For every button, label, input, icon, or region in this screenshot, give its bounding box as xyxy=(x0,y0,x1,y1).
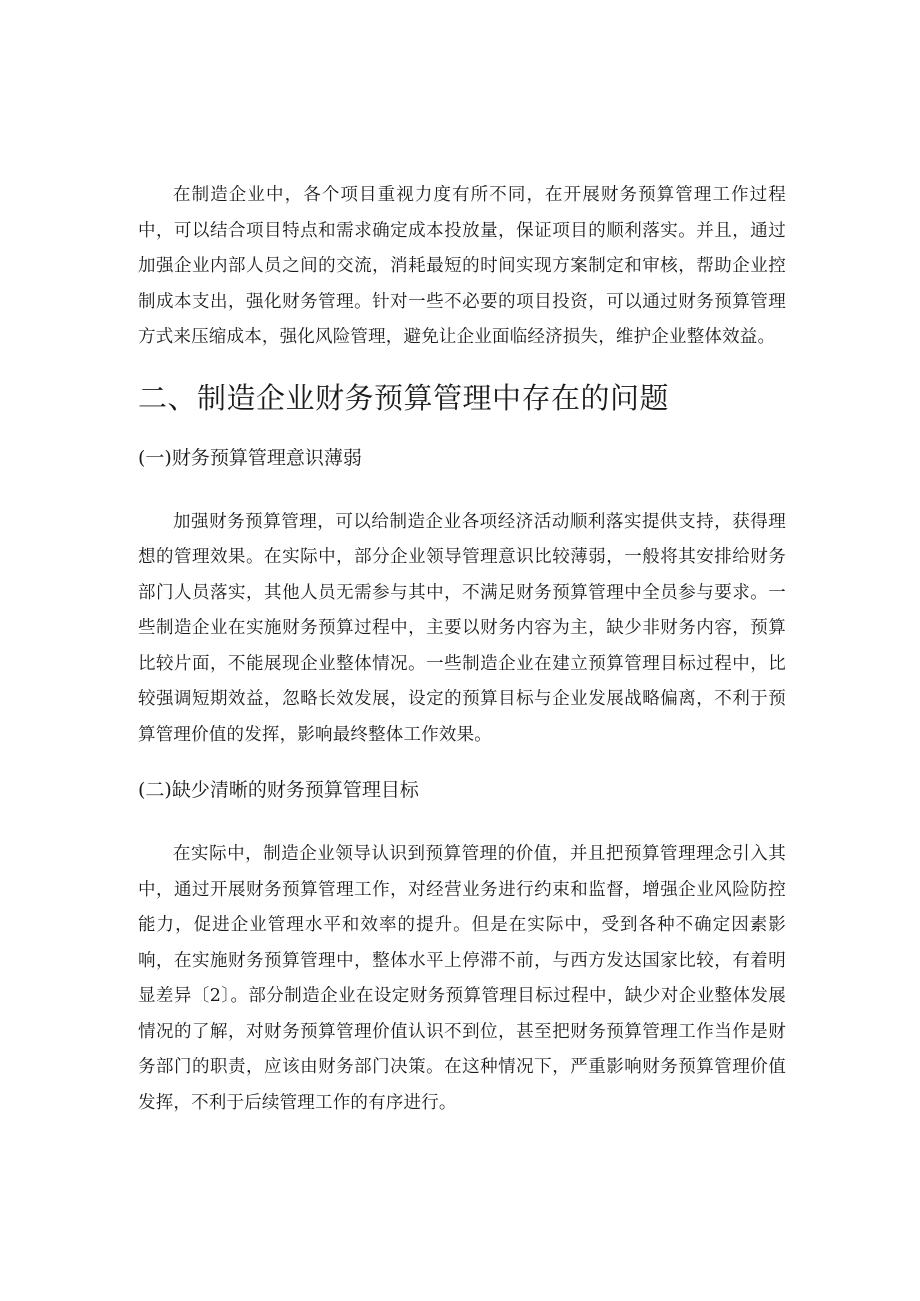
section-heading: 二、制造企业财务预算管理中存在的问题 xyxy=(138,380,670,415)
body-paragraph: 在制造企业中，各个项目重视力度有所不同，在开展财务预算管理工作过程中，可以结合项目特点和需求确定成本投放量，保证项目的顺利落实。并且，通过加强企业内部人员之间的交流，消耗最短的时间实现方案制定和审核，帮助企业控制成本支出，强化财务管理。针对一些不必要的项目投资，可以通过财务预算管理方式来压缩成本，强化风险管理，避免让企业面临经济损失，维护企业整体效益。 xyxy=(138,185,786,347)
body-paragraph: 在实际中，制造企业领导认识到预算管理的价值，并且把预算管理理念引入其中，通过开展财务预算管理工作，对经营业务进行约束和监督，增强企业风险防控能力，促进企业管理水平和效率的提升。但是在实际中，受到各种不确定因素影响，在实施财务预算管理中，整体水平上停滞不前，与西方发达国家比较，有着明显差异〔2〕。部分制造企业在设定财务预算管理目标过程中，缺少对企业整体发展情况的了解，对财务预算管理价值认识不到位，甚至把财务预算管理工作当作是财务部门的职责，应该由财务部门决策。在这种情况下，严重影响财务预算管理价值发挥，不利于后续管理工作的有序进行。 xyxy=(138,844,786,1113)
body-paragraph: 加强财务预算管理，可以给制造企业各项经济活动顺利落实提供支持，获得理想的管理效果。在实际中，部分企业领导管理意识比较薄弱，一般将其安排给财务部门人员落实，其他人员无需参与其中，不满足财务预算管理中全员参与要求。一些制造企业在实施财务预算过程中，主要以财务内容为主，缺少非财务内容，预算比较片面，不能展现企业整体情况。一些制造企业在建立预算管理目标过程中，比较强调短期效益，忽略长效发展，设定的预算目标与企业发展战略偏离，不利于预算管理价值的发挥，影响最终整体工作效果。 xyxy=(138,511,786,745)
document-page xyxy=(138,178,786,1121)
subsection-heading: (一)财务预算管理意识薄弱 xyxy=(138,446,362,469)
subsection-heading: (二)缺少清晰的财务预算管理目标 xyxy=(138,779,419,801)
